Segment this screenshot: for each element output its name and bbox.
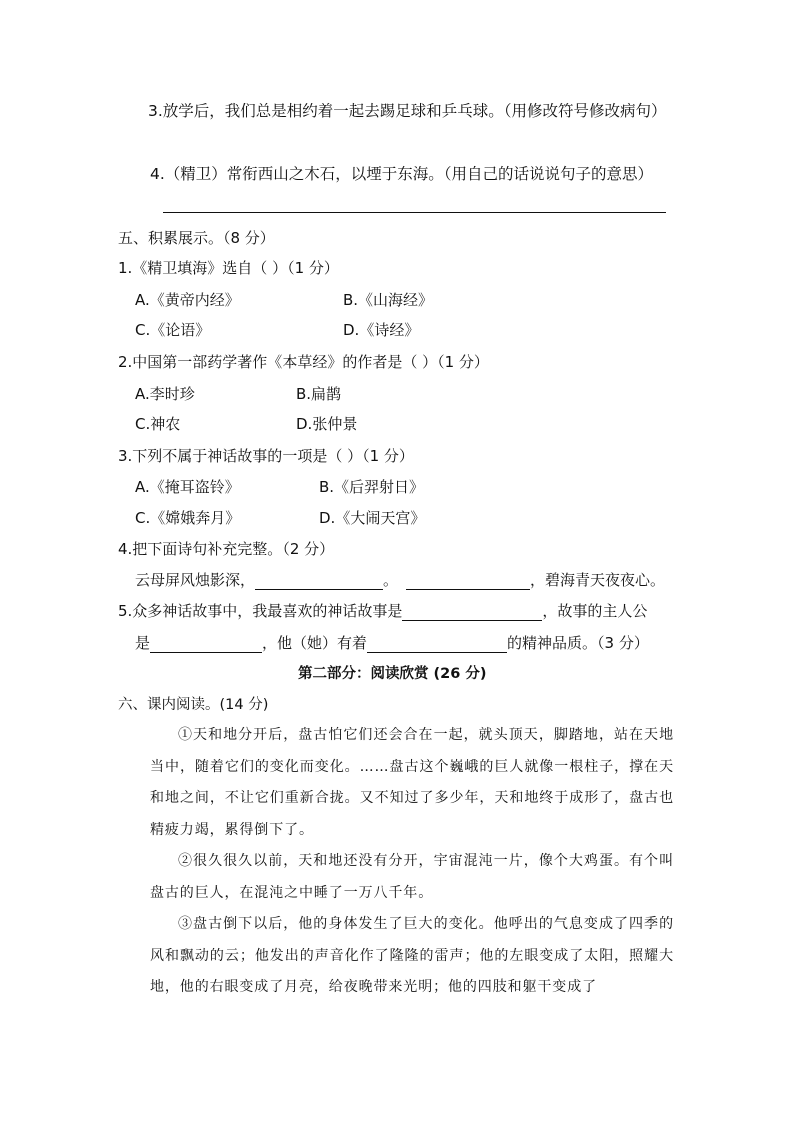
part-2-title: 第二部分：阅读欣赏 (26 分) xyxy=(298,666,487,682)
q5-text-5: 的精神品质。（3 分） xyxy=(507,634,649,652)
q5-blank-hero[interactable] xyxy=(150,636,262,653)
q5-blank-quality[interactable] xyxy=(367,636,507,653)
section-6-heading: 六、课内阅读。(14 分) xyxy=(118,697,269,713)
option: A.《黄帝内经》 xyxy=(135,291,240,309)
option: C.《嫦娥奔月》 xyxy=(135,509,241,527)
option: B.扁鹊 xyxy=(296,385,342,403)
poem-blank-2[interactable] xyxy=(406,573,530,590)
option: D.《诗经》 xyxy=(343,321,420,339)
option: A.《掩耳盗铃》 xyxy=(135,478,240,496)
passage-paragraph-2: ②很久很久以前，天和地还没有分开，宇宙混沌一片，像个大鸡蛋。有个叫盘古的巨人，在混沌之中睡了一万八千年。 xyxy=(150,853,674,901)
poem-fill-line xyxy=(135,570,665,590)
poem-part-3: ，碧海青天夜夜心。 xyxy=(530,571,666,589)
option: B.《后羿射日》 xyxy=(319,478,425,496)
option: B.《山海经》 xyxy=(343,291,434,309)
question-5-5-cont xyxy=(135,633,649,653)
poem-part-2: 。 xyxy=(383,571,399,589)
question-5-3: 3.下列不属于神话故事的一项是（ ）（1 分） xyxy=(118,447,414,465)
option: A.李时珍 xyxy=(135,385,195,403)
question-5-1: 1.《精卫填海》选自（ ）（1 分） xyxy=(118,259,339,277)
option: C.神农 xyxy=(135,415,181,433)
option: C.《论语》 xyxy=(135,321,211,339)
question-5-5 xyxy=(118,601,647,621)
reading-passage xyxy=(150,720,674,1004)
poem-blank-1[interactable] xyxy=(255,573,383,590)
question-4-4: 4.（精卫）常衔西山之木石，以堙于东海。（用自己的话说说句子的意思） xyxy=(150,165,654,183)
option: D.张仲景 xyxy=(296,415,358,433)
section-5-heading: 五、积累展示。（8 分） xyxy=(118,229,275,247)
question-4-3: 3.放学后，我们总是相约着一起去踢足球和乒乓球。（用修改符号修改病句） xyxy=(148,102,667,120)
question-5-4: 4.把下面诗句补充完整。（2 分） xyxy=(118,540,335,558)
poem-part-1: 云母屏风烛影深， xyxy=(135,571,256,589)
q5-blank-story[interactable] xyxy=(402,604,542,621)
q5-text-3: 是 xyxy=(135,634,151,652)
passage-paragraph-3: ③盘古倒下以后，他的身体发生了巨大的变化。他呼出的气息变成了四季的风和飘动的云；他发出的声音化作了隆隆的雷声；他的左眼变成了太阳，照耀大地，他的右眼变成了月亮，给夜晚带来光明；他的四肢和躯干变成了 xyxy=(150,916,674,995)
q5-text-4: ，他（她）有着 xyxy=(262,634,368,652)
q5-text-1: 5.众多神话故事中，我最喜欢的神话故事是 xyxy=(118,602,403,620)
passage-paragraph-1: ①天和地分开后，盘古怕它们还会合在一起，就头顶天，脚踏地，站在天地当中，随着它们的变化而变化。……盘古这个巍峨的巨人就像一根柱子，撑在天和地之间，不让它们重新合拢。又不知过了多少年，天和地终于成形了，盘古也精疲力竭，累得倒下了。 xyxy=(150,727,674,838)
answer-line xyxy=(163,212,666,213)
question-5-2: 2.中国第一部药学著作《本草经》的作者是（ ）（1 分） xyxy=(118,353,489,371)
option: D.《大闹天宫》 xyxy=(319,509,426,527)
q5-text-2: ，故事的主人公 xyxy=(542,602,648,620)
